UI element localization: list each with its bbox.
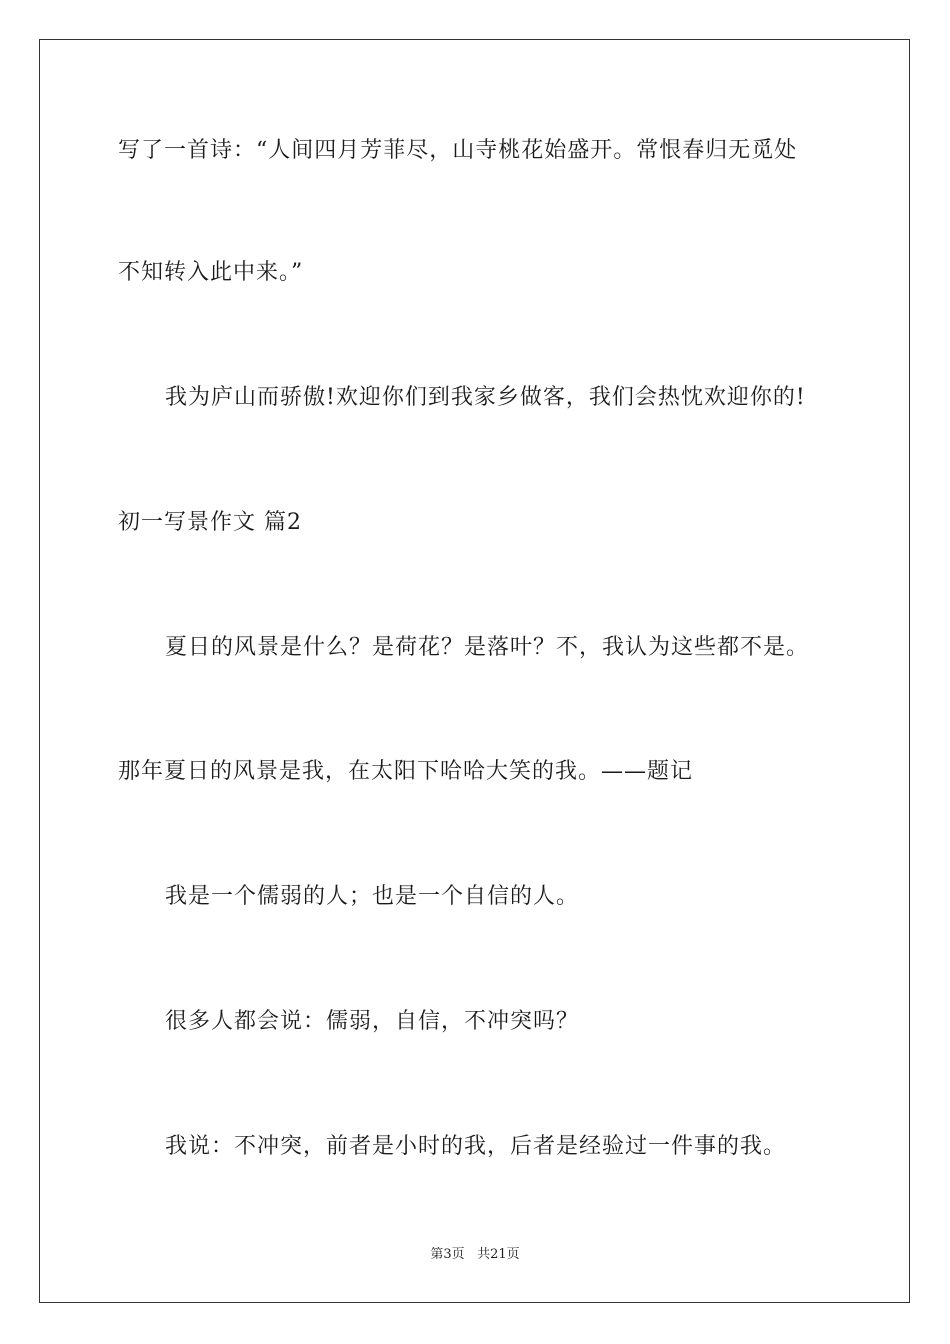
page-border <box>39 39 910 1303</box>
paragraph-pride: 我为庐山而骄傲!欢迎你们到我家乡做客，我们会热忱欢迎你的! <box>165 385 806 410</box>
paragraph-summer-question: 夏日的风景是什么？是荷花？是落叶？不，我认为这些都不是。 <box>165 635 810 660</box>
paragraph-conflict-question: 很多人都会说：儒弱，自信，不冲突吗？ <box>165 1009 580 1034</box>
text-line-1: 写了一首诗：“人间四月芳菲尽，山寺桃花始盛开。常恨春归无觅处 <box>118 138 798 163</box>
section-heading: 初一写景作文 篇2 <box>118 510 302 535</box>
paragraph-epigraph: 那年夏日的风景是我，在太阳下哈哈大笑的我。——题记 <box>118 759 694 784</box>
text-line-2: 不知转入此中来。” <box>118 260 304 285</box>
page-total: 共21页 <box>477 1247 520 1262</box>
paragraph-self: 我是一个儒弱的人；也是一个自信的人。 <box>165 884 580 909</box>
page-number: 第3页 <box>430 1247 465 1262</box>
paragraph-answer: 我说：不冲突，前者是小时的我，后者是经验过一件事的我。 <box>165 1134 787 1159</box>
page-footer <box>0 1246 950 1264</box>
